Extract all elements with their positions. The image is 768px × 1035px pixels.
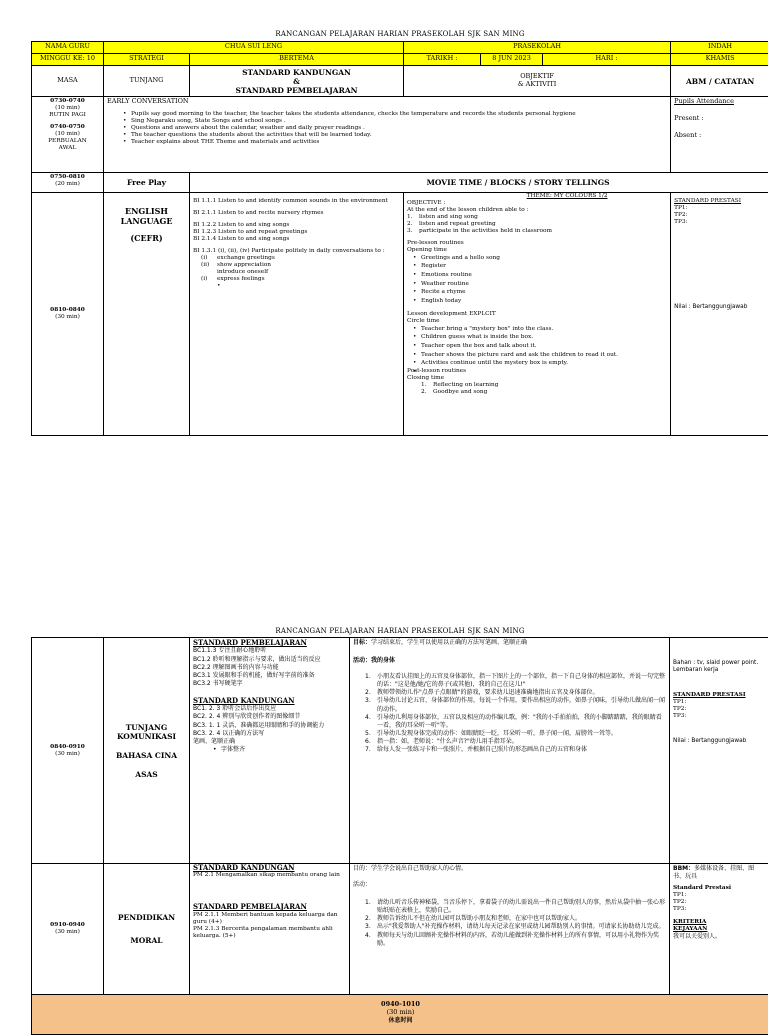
activity-label: 活动： <box>353 881 666 889</box>
list-item: • Teacher explains about THE Theme and materials and activities <box>123 139 667 146</box>
list-item: 1. 请幼儿听音乐传神秘袋，当音乐停下，拿着袋子的幼儿需说出一件自己帮助别人的事，然后从袋中抽一张心形贴纸贴在表格上，奖励自己。 <box>365 899 666 915</box>
sub-item: exchange greetings <box>217 255 275 261</box>
activity-text: 出示"我爱帮助人"补充操作材料，请幼儿每天记录在家里或幼儿园帮助别人的事情。可请家长协助幼儿完成。 <box>377 923 665 930</box>
duration-0730: (10 min) <box>35 105 100 112</box>
strategy-label: STRATEGI <box>104 54 190 66</box>
list-item: 4. 教师每天与幼儿回顾补充操作材料的内容，若幼儿能做到补充操作材料上的所有事情，可以用小礼物作为奖励。 <box>365 932 666 948</box>
row-chinese <box>32 638 768 864</box>
sp-heading: STANDARD PEMBELAJARAN <box>193 638 346 647</box>
list-item: 3. participate in the activities held in classroom <box>407 228 667 235</box>
chinese-standards <box>190 638 350 864</box>
list-item: 6. 指一指：如，老师说："什么声音?"幼儿用手指耳朵。 <box>365 738 666 746</box>
sub-marker: (ii) <box>201 262 217 269</box>
routine-name-2a: PERBUALAN <box>35 138 100 145</box>
activity-text: 教师告诉幼儿不但在幼儿园可以帮助小朋友和老师，在家中也可以帮助家人。 <box>377 915 581 922</box>
time-0730: 0730-0740 <box>35 98 100 105</box>
duration-0810: (30 min) <box>35 314 100 321</box>
standard-item: BI 2.1.1 Listen to and recite nursery rhymes <box>193 210 400 217</box>
lesson-plan-page-2 <box>31 626 768 1035</box>
goal-text: 学习结束后，学生可以使用以正确的方法写笔画、笔顺正确 <box>371 639 527 646</box>
tp-label: TP3: <box>674 219 766 226</box>
list-item: • Recite a rhyme <box>413 288 667 297</box>
sp-text: PM 2.1.3 Bercerita pengalaman membantu ahli keluarga. (5+) <box>193 926 346 940</box>
list-item: 1. listen and sing song <box>407 214 667 221</box>
col-objektif-line1: OBJEKTIF <box>407 73 667 81</box>
time-cell-early <box>32 97 104 173</box>
standard-item: BC2.2 理解图画书的内容与功能 <box>193 664 346 672</box>
list-item: • Teacher open the box and talk about it. <box>413 342 667 351</box>
header-row-teacher <box>32 42 768 54</box>
date-label: TARIKH : <box>404 54 481 66</box>
subject-chinese <box>104 638 190 864</box>
time-cell-english <box>32 193 104 436</box>
standard-item: 笔画、笔顺正确 <box>193 738 346 746</box>
closing-label: Closing time <box>407 375 667 382</box>
moral-standards <box>190 864 350 995</box>
row-break <box>32 995 768 1035</box>
list-item: • Teacher bring a "mystery box" into the class. <box>413 325 667 334</box>
standard-item: BI 2.1.4 Listen to and sing songs <box>193 236 400 243</box>
standard-item: BC3.2 书写硬笔字 <box>193 680 346 688</box>
sub-item: express feelings <box>217 276 265 282</box>
date-value: 8 JUN 2023 <box>481 54 543 66</box>
absent-label: Absent : <box>674 132 766 140</box>
class-level: PRASEKOLAH <box>404 42 671 54</box>
sk-bullet-list <box>193 746 346 754</box>
sk-heading: STANDARD KANDUNGAN <box>193 864 346 872</box>
tp-label: TP2: <box>673 706 766 713</box>
activity-list <box>353 899 666 948</box>
nilai-label: Nilai : Bertanggungjawab <box>674 304 766 311</box>
row-moral <box>32 864 768 995</box>
time-0750: 0750-0810 <box>35 174 100 181</box>
english-standards <box>190 193 404 436</box>
routine-name: RUTIN PAGI <box>35 112 100 119</box>
list-item: • Weather routine <box>413 280 667 289</box>
activity-text: 引导幼儿发现身体完成的动作：如眼睛眨一眨，耳朵听一听，鼻子闻一闻，肩膀耸一耸等。 <box>377 730 617 737</box>
present-label: Present : <box>674 115 766 123</box>
pre-lesson-label: Pre-lesson routines <box>407 240 667 247</box>
duration-0940: (30 min) <box>35 1009 766 1017</box>
nilai-label: Nilai : Bertanggungjawab <box>673 738 766 745</box>
tp-label: TP2: <box>674 212 766 219</box>
sp-heading: STANDARD PEMBELAJARAN <box>193 903 346 911</box>
lembaran-label: Lembaran kerja <box>673 667 766 674</box>
activity-text: 教师每天与幼儿回顾补充操作材料的内容，若幼儿能做到补充操作材料上的所有事情，可以用小礼物作为奖励。 <box>377 932 659 947</box>
standard-prestasi-label: Standard Prestasi <box>673 885 766 892</box>
list-item: • Pupils say good morning to the teacher, the teacher takes the students attendance, checks the temperature and records the students personal hygiene <box>123 111 667 118</box>
standard-prestasi-label: STANDARD PRESTASI <box>674 198 766 205</box>
subject-line: BAHASA CINA <box>107 751 186 760</box>
bbm-label: BBM： <box>673 865 694 872</box>
header-row-week <box>32 54 768 66</box>
list-item: • Greetings and a hello song <box>413 254 667 263</box>
list-item: • Emotions routine <box>413 271 667 280</box>
subject-moral <box>104 864 190 995</box>
standard-sublist: (i) exchange greetings (ii) show appreciation introduce oneself (i) express feelings • <box>193 255 400 290</box>
closing-list <box>407 382 667 396</box>
objective-text: participate in the activities held in classroom <box>419 228 552 234</box>
subject-line3: (CEFR) <box>107 234 186 244</box>
subject-line: PENDIDIKAN <box>107 913 186 922</box>
time-0840: 0840-0910 <box>35 744 100 751</box>
list-item: • Questions and answers about the calendar, weather and daily prayer readings . <box>123 125 667 132</box>
document-title: RANCANGAN PELAJARAN HARIAN PRASEKOLAH SJK SAN MING <box>31 27 768 41</box>
row-early-conversation <box>32 97 768 173</box>
list-item: • Sing Negaraku song, State Songs and school songs . <box>123 118 667 125</box>
kriteria-text: 我可以关爱别人。 <box>673 933 766 941</box>
subject-line: TUNJANG <box>107 723 186 732</box>
activity-text: 引导幼儿利用身体部位，五官以及相应的动作编儿歌，例："我的小手拍拍拍，我的小脚踏踏踏，我的眼睛看一看，我的耳朵听一听"等。 <box>377 714 662 729</box>
col-objektif <box>404 66 671 97</box>
time-cell-moral <box>32 864 104 995</box>
row-free-play <box>32 173 768 193</box>
duration-0840: (30 min) <box>35 751 100 758</box>
standard-item: BC2. 2. 4 辨别与欣赏创作者的图像细节 <box>193 713 346 721</box>
col-masa: MASA <box>32 66 104 97</box>
tp-label: TP1: <box>673 892 766 899</box>
objective-text: listen and sing song <box>419 214 478 220</box>
time-0810: 0810-0840 <box>35 307 100 314</box>
standard-item: BI 1.1.1 Listen to and identify common sounds in the environment <box>193 198 400 205</box>
post-lesson-label: Post-lesson routines <box>407 368 667 375</box>
list-item: 1. Reflecting on learning <box>421 382 667 389</box>
activity-text: 引导幼儿讨论五官、身体部位的作用，每说一个作用，要作出相应的动作，如鼻子闻味，引导幼儿做出闻一闻的动作。 <box>377 697 665 712</box>
list-item: 2. 教师告诉幼儿不但在幼儿园可以帮助小朋友和老师，在家中也可以帮助家人。 <box>365 915 666 923</box>
kejayaan-label: KEJAYAAN <box>673 926 766 933</box>
activity-text: 请幼儿听音乐传神秘袋，当音乐停下，拿着袋子的幼儿需说出一件自己帮助别人的事，然后从袋中抽一张心形贴纸贴在表格上，奖励自己。 <box>377 899 665 914</box>
standard-item: BC3.1 发展眼和手的机能，做好写字前的准备 <box>193 672 346 680</box>
standard-item: BI 1.2.3 Listen to and repeat greetings <box>193 229 400 236</box>
chinese-abm <box>670 638 768 864</box>
subject-line1: ENGLISH <box>107 207 186 217</box>
col-standard <box>190 66 404 97</box>
sk-text: PM 2.1 Mengamalkan sikap membantu orang lain <box>193 872 346 879</box>
lesson-plan-page-1 <box>31 27 768 436</box>
moral-activities <box>350 864 670 995</box>
closing-text: Reflecting on learning <box>433 382 498 388</box>
list-item: • 字体整齐 <box>213 746 346 754</box>
tp-label: TP3: <box>673 713 766 720</box>
tp-label: TP1: <box>673 699 766 706</box>
list-item: 2. listen and repeat greeting <box>407 221 667 228</box>
subject-line: KOMUNIKASI <box>107 732 186 741</box>
early-conversation-content <box>104 97 671 173</box>
bbm-text: 多媒体设备、挂图、图书、玩具 <box>673 865 754 880</box>
objective-text: listen and repeat greeting <box>419 221 496 227</box>
time-0940: 0940-1010 <box>35 1001 766 1009</box>
goal-text: 目的：学生学会说出自己帮助家人的心情。 <box>353 865 666 873</box>
subject-line2: LANGUAGE <box>107 217 186 227</box>
list-item: • Register <box>413 262 667 271</box>
attendance-label: Pupils Attendance <box>674 98 766 106</box>
lesson-development-label: Lesson development EXPLCIT <box>407 311 667 318</box>
sub-marker: (i) <box>201 276 217 283</box>
day-label: HARI : <box>543 54 671 66</box>
col-tunjang: TUNJANG <box>104 66 190 97</box>
english-abm <box>671 193 768 436</box>
standard-prestasi-label: STANDARD PRESTASI <box>673 692 766 699</box>
col-standard-line2: STANDARD PEMBELAJARAN <box>193 86 400 95</box>
free-play-label: Free Play <box>104 173 190 193</box>
opening-label: Opening time <box>407 247 667 254</box>
closing-text: Goodbye and song <box>433 389 487 395</box>
list-item: 7. 给每人发一张练习卡和一张照片，并根据自己照片的形态画出自己的五官和身体 <box>365 746 666 754</box>
list-item: 5. 引导幼儿发现身体完成的动作：如眼睛眨一眨，耳朵听一听，鼻子闻一闻，肩膀耸一耸等。 <box>365 730 666 738</box>
early-conversation-list <box>107 111 667 146</box>
col-abm: ABM / CATATAN <box>671 66 768 97</box>
subject-english <box>104 193 190 436</box>
standard-item: BC1. 2. 3 聆听会话后作出反应 <box>193 705 346 713</box>
bahan-label: Bahan : tv, slaid power point. <box>673 660 766 667</box>
standard-item: BC1.2 聆听和理解指示与要求，做出适当的反应 <box>193 656 346 664</box>
duration-0740: (10 min) <box>35 131 100 138</box>
activity-text: 小朋友看认挂图上的五官及身体部位，指一下图片上的一个部位，指一下自己身体的相应部位，并说一句完整的话："这是他/她/它的鼻子(或其他)，我的自己在这儿!" <box>377 673 665 688</box>
list-item: 2. Goodbye and song <box>421 389 667 396</box>
time-cell-free-play <box>32 173 104 193</box>
tp-label: TP3: <box>673 906 766 913</box>
activity-list <box>353 673 666 754</box>
col-standard-amp: & <box>193 77 400 86</box>
chinese-activities <box>350 638 670 864</box>
sp-text: PM 2.1.1 Memberi bantuan kepada keluarga dan guru (4+) <box>193 912 346 926</box>
list-item: • The teacher questions the students about the activities that will be learned today. <box>123 132 667 139</box>
subject-line: MORAL <box>107 936 186 945</box>
time-0910: 0910-0940 <box>35 922 100 929</box>
activity-text: 指一指：如，老师说："什么声音?"幼儿用手指耳朵。 <box>377 738 518 745</box>
col-objektif-line2: & AKTIVITI <box>407 81 667 89</box>
standard-item: BI 1.3.1 (i), (ii), (iv) Participate politely in daily conversations to : <box>193 248 400 255</box>
list-item: 4. 引导幼儿利用身体部位，五官以及相应的动作编儿歌，例："我的小手拍拍拍，我的小脚踏踏踏，我的眼睛看一看，我的耳朵听一听"等。 <box>365 714 666 730</box>
list-item: • Teacher shows the picture card and ask the children to read it out. <box>413 351 667 360</box>
break-label: 休息时间 <box>35 1017 766 1025</box>
objective-list <box>407 214 667 235</box>
standard-item: BC3. 2. 4 以正确的方法写 <box>193 730 346 738</box>
lesson-plan-table <box>31 41 768 436</box>
objective-intro: At the end of the lesson children able to : <box>407 207 667 214</box>
opening-list <box>407 254 667 306</box>
list-item: 2. 教师带领幼儿作"点鼻子点眼睛"的游戏，要求幼儿迅速准确地指出五官及身体部位。 <box>365 689 666 697</box>
early-conversation-heading: EARLY CONVERSATION <box>107 98 667 106</box>
document-title-2: RANCANGAN PELAJARAN HARIAN PRASEKOLAH SJK SAN MING <box>31 626 768 637</box>
kriteria-label: KRITERIA <box>673 919 766 926</box>
standard-item: BC1.1.3 专注且耐心地聆听 <box>193 647 346 655</box>
time-cell-chinese <box>32 638 104 864</box>
tp-label: TP2: <box>673 899 766 906</box>
duration-0910: (30 min) <box>35 929 100 936</box>
list-item: • Activities continue until the mystery box is empty. <box>413 359 667 368</box>
free-play-banner: MOVIE TIME / BLOCKS / STORY TELLINGS <box>190 173 768 193</box>
routine-name-2b: AWAL <box>35 145 100 152</box>
list-item: 1. 小朋友看认挂图上的五官及身体部位，指一下图片上的一个部位，指一下自己身体的相应部位，并说一句完整的话："这是他/她/它的鼻子(或其他)，我的自己在这儿!" <box>365 673 666 689</box>
time-0740: 0740-0750 <box>35 124 100 131</box>
label-teacher: NAMA GURU <box>32 42 104 54</box>
header-row-columns <box>32 66 768 97</box>
week-label: MINGGU KE: 10 <box>32 54 104 66</box>
strategy-value: BERTEMA <box>190 54 404 66</box>
teacher-name: CHUA SUI LENG <box>104 42 404 54</box>
standard-item: BI 1.2.2 Listen to and sing songs <box>193 222 400 229</box>
class-name: INDAH <box>671 42 768 54</box>
day-value: KHAMIS <box>671 54 768 66</box>
tp-label: TP1: <box>674 205 766 212</box>
goal-label: 目标： <box>353 639 371 646</box>
objective-label: OBJECTIVE : <box>407 200 667 207</box>
duration-0750: (20 min) <box>35 181 100 188</box>
standard-item: BC3. 1. 1 灵活，准确都运用眼睛和手的协调能力 <box>193 722 346 730</box>
attendance-cell <box>671 97 768 173</box>
sub-item: show appreciation <box>217 262 271 268</box>
subject-line: ASAS <box>107 770 186 779</box>
col-standard-line1: STANDARD KANDUNGAN <box>193 68 400 77</box>
list-item: 3. 出示"我爱帮助人"补充操作材料，请幼儿每天记录在家里或幼儿园帮助别人的事情。可请家长协助幼儿完成。 <box>365 923 666 931</box>
circle-time-label: Circle time <box>407 318 667 325</box>
row-english <box>32 193 768 436</box>
activity-label: 活动：我的身体 <box>353 657 666 665</box>
theme-label: THEME: MY COLOURS 1/2 <box>407 193 667 200</box>
activity-text: 给每人发一张练习卡和一张照片，并根据自己照片的形态画出自己的五官和身体 <box>377 746 587 753</box>
list-item: • English today <box>413 297 667 306</box>
break-cell <box>32 995 768 1035</box>
activity-text: 教师带领幼儿作"点鼻子点眼睛"的游戏，要求幼儿迅速准确地指出五官及身体部位。 <box>377 689 599 696</box>
circle-time-list <box>407 325 667 368</box>
lesson-plan-table-2 <box>31 637 768 1035</box>
english-activities <box>404 193 671 436</box>
moral-abm <box>670 864 768 995</box>
list-item: • Children guess what is inside the box. <box>413 333 667 342</box>
sub-item: introduce oneself <box>217 269 268 275</box>
sub-marker: (i) <box>201 255 217 262</box>
list-item: 3. 引导幼儿讨论五官、身体部位的作用，每说一个作用，要作出相应的动作，如鼻子闻味，引导幼儿做出闻一闻的动作。 <box>365 697 666 713</box>
sk-heading: STANDARD KANDUNGAN <box>193 696 346 705</box>
